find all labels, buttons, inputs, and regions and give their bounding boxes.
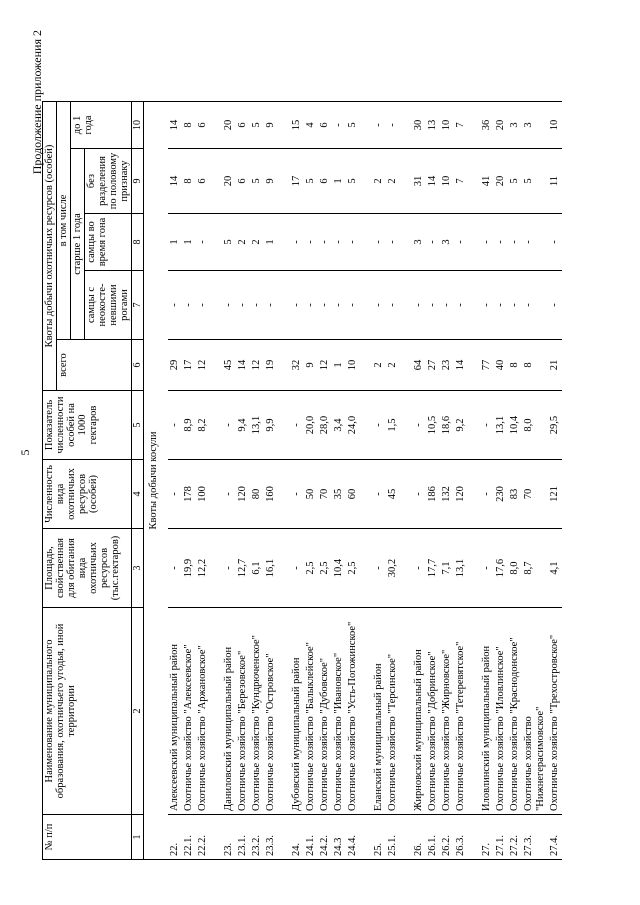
row-value-c8: -: [548, 214, 562, 271]
table-row: [222, 102, 236, 860]
column-index-cell: 8: [132, 214, 144, 271]
row-value-c5: -: [372, 391, 386, 460]
row-value-c6: 8: [508, 340, 522, 391]
row-number: 26.3.: [454, 815, 468, 860]
column-index-cell: 3: [132, 529, 144, 608]
column-index-cell: 2: [132, 608, 144, 815]
row-value-c5: 8,9: [182, 391, 196, 460]
header-males-horns: самцы с неокосте-невшими рогами: [85, 271, 132, 340]
row-value-c10: 5: [250, 102, 264, 149]
row-value-c5: 18,6: [440, 391, 454, 460]
row-value-c9: 5: [346, 149, 360, 214]
row-value-c6: 77: [480, 340, 494, 391]
table-row: [480, 102, 494, 860]
row-value-c4: 178: [182, 460, 196, 529]
header-quota: Квоты добычи охотничьих ресурсов (особей): [43, 102, 57, 391]
row-number: 23.1.: [236, 815, 250, 860]
row-value-c7: -: [454, 271, 468, 340]
row-number: 22.: [168, 815, 182, 860]
row-value-c9: 14: [426, 149, 440, 214]
row-value-c5: 29,5: [548, 391, 562, 460]
row-value-c4: 60: [346, 460, 360, 529]
header-under1: до 1 года: [71, 102, 132, 149]
row-value-c3: 2,5: [346, 529, 360, 608]
row-value-c9: 2: [372, 149, 386, 214]
row-value-c6: 8: [522, 340, 548, 391]
row-number: 24.: [290, 815, 304, 860]
row-value-c4: 132: [440, 460, 454, 529]
row-value-c8: -: [426, 214, 440, 271]
row-name: Охотничье хозяйство "Трехостровское": [548, 608, 562, 815]
row-value-c7: -: [290, 271, 304, 340]
row-value-c5: 13,1: [494, 391, 508, 460]
row-number: 27.4.: [548, 815, 562, 860]
column-index-cell: 9: [132, 149, 144, 214]
row-value-c9: 5: [250, 149, 264, 214]
row-value-c8: -: [480, 214, 494, 271]
row-value-c9: 14: [168, 149, 182, 214]
row-value-c9: 31: [412, 149, 426, 214]
table-row: [548, 102, 562, 860]
row-value-c5: 10,5: [426, 391, 440, 460]
header-num: № п/п: [43, 815, 132, 860]
row-value-c9: 7: [454, 149, 468, 214]
row-value-c4: 80: [250, 460, 264, 529]
row-name: Охотничье хозяйство "Кундрюченское": [250, 608, 264, 815]
continuation-note: Продолжение приложения 2: [30, 30, 44, 175]
row-name: Охотничье хозяйство "Дубовское": [318, 608, 332, 815]
row-value-c5: 3,4: [332, 391, 346, 460]
row-value-c6: 12: [318, 340, 332, 391]
header-area: Площадь, свойственная для обитания вида охотничьих ресурсов (тыс.гектаров): [43, 529, 132, 608]
row-value-c10: 3: [522, 102, 548, 149]
row-value-c5: 10,4: [508, 391, 522, 460]
row-value-c8: -: [454, 214, 468, 271]
row-value-c7: -: [332, 271, 346, 340]
row-value-c6: 23: [440, 340, 454, 391]
row-value-c7: -: [346, 271, 360, 340]
row-number: 27.3.: [522, 815, 548, 860]
row-value-c7: -: [196, 271, 210, 340]
row-value-c10: 10: [548, 102, 562, 149]
row-value-c6: 12: [250, 340, 264, 391]
row-value-c3: 8,7: [522, 529, 548, 608]
row-name: Охотничье хозяйство "Жирновское": [440, 608, 454, 815]
row-value-c4: -: [222, 460, 236, 529]
row-number: 26.: [412, 815, 426, 860]
row-value-c9: 5: [508, 149, 522, 214]
row-value-c7: -: [548, 271, 562, 340]
row-value-c4: 70: [522, 460, 548, 529]
row-value-c10: -: [332, 102, 346, 149]
row-value-c9: 11: [548, 149, 562, 214]
column-index-cell: 7: [132, 271, 144, 340]
row-value-c9: 5: [522, 149, 548, 214]
table-row: [168, 102, 182, 860]
row-name: Охотничье хозяйство "Аржановское": [196, 608, 210, 815]
table-row: [508, 102, 522, 860]
row-value-c3: 10,4: [332, 529, 346, 608]
table-row: [264, 102, 278, 860]
row-name: Даниловский муниципальный район: [222, 608, 236, 815]
row-name: Жирновский муниципальный район: [412, 608, 426, 815]
row-value-c10: 5: [346, 102, 360, 149]
row-number: 23.3.: [264, 815, 278, 860]
row-value-c3: 19,9: [182, 529, 196, 608]
row-number: 26.2.: [440, 815, 454, 860]
row-value-c7: -: [508, 271, 522, 340]
table-row: [440, 102, 454, 860]
table-row: [182, 102, 196, 860]
row-number: 24.4.: [346, 815, 360, 860]
row-value-c7: -: [304, 271, 318, 340]
row-value-c4: -: [412, 460, 426, 529]
row-value-c8: -: [508, 214, 522, 271]
column-index-cell: 1: [132, 815, 144, 860]
row-value-c7: -: [318, 271, 332, 340]
row-value-c4: 35: [332, 460, 346, 529]
row-value-c7: -: [480, 271, 494, 340]
row-value-c3: 30,2: [386, 529, 400, 608]
table-row: [318, 102, 332, 860]
header-older1: старше 1 года: [71, 149, 85, 340]
row-name: Охотничье хозяйство "Терсинское": [386, 608, 400, 815]
row-value-c7: -: [182, 271, 196, 340]
row-value-c5: 13,1: [250, 391, 264, 460]
row-value-c6: 21: [548, 340, 562, 391]
row-value-c6: 12: [196, 340, 210, 391]
spacer-row: [360, 102, 372, 860]
row-value-c10: 4: [304, 102, 318, 149]
row-value-c8: 5: [222, 214, 236, 271]
table-row: [290, 102, 304, 860]
row-name: Охотничье хозяйство "Островское": [264, 608, 278, 815]
column-index-cell: 6: [132, 340, 144, 391]
row-value-c5: 9,2: [454, 391, 468, 460]
table-row: [236, 102, 250, 860]
row-value-c6: 14: [454, 340, 468, 391]
row-value-c7: -: [386, 271, 400, 340]
row-value-c3: 17,7: [426, 529, 440, 608]
row-value-c7: -: [168, 271, 182, 340]
row-value-c8: 3: [440, 214, 454, 271]
row-number: 26.1.: [426, 815, 440, 860]
row-number: 24.3: [332, 815, 346, 860]
row-number: 27.2.: [508, 815, 522, 860]
row-value-c9: 20: [222, 149, 236, 214]
row-name: Охотничье хозяйство "Добринское": [426, 608, 440, 815]
row-value-c6: 64: [412, 340, 426, 391]
column-index-cell: 5: [132, 391, 144, 460]
row-value-c10: 20: [222, 102, 236, 149]
row-value-c4: -: [290, 460, 304, 529]
row-number: 23.2.: [250, 815, 264, 860]
row-value-c3: 12,2: [196, 529, 210, 608]
row-value-c3: 6,1: [250, 529, 264, 608]
row-value-c10: 10: [440, 102, 454, 149]
row-value-c3: 8,0: [508, 529, 522, 608]
row-value-c4: 70: [318, 460, 332, 529]
row-value-c3: -: [480, 529, 494, 608]
row-value-c10: 7: [454, 102, 468, 149]
row-value-c10: 6: [196, 102, 210, 149]
table-row: [250, 102, 264, 860]
table-row: [346, 102, 360, 860]
row-value-c7: -: [440, 271, 454, 340]
spacer-row: [210, 102, 222, 860]
row-value-c5: -: [168, 391, 182, 460]
row-value-c3: -: [222, 529, 236, 608]
row-name: Охотничье хозяйство "Иловлинское": [494, 608, 508, 815]
row-value-c4: 83: [508, 460, 522, 529]
row-value-c10: 6: [318, 102, 332, 149]
row-value-c6: 2: [372, 340, 386, 391]
row-value-c6: 1: [332, 340, 346, 391]
row-value-c7: -: [494, 271, 508, 340]
header-density: Показатель численности особей на 1000 гектаров: [43, 391, 132, 460]
row-value-c6: 10: [346, 340, 360, 391]
header-name: Наименование муниципального образования, охотничьего угодья, иной территории: [43, 608, 132, 815]
row-value-c6: 2: [386, 340, 400, 391]
table-row: [386, 102, 400, 860]
row-value-c7: -: [236, 271, 250, 340]
row-value-c9: 2: [386, 149, 400, 214]
row-value-c4: 120: [454, 460, 468, 529]
page-number: 5: [18, 449, 32, 456]
row-value-c4: -: [168, 460, 182, 529]
row-value-c8: -: [372, 214, 386, 271]
row-value-c8: 1: [168, 214, 182, 271]
row-value-c6: 14: [236, 340, 250, 391]
row-value-c9: 10: [440, 149, 454, 214]
row-value-c9: 9: [264, 149, 278, 214]
table-row: [426, 102, 440, 860]
row-value-c5: -: [480, 391, 494, 460]
row-value-c4: 230: [494, 460, 508, 529]
column-index-row: [132, 102, 144, 860]
row-value-c8: 3: [412, 214, 426, 271]
row-value-c8: -: [494, 214, 508, 271]
row-value-c3: 12,7: [236, 529, 250, 608]
row-name: Охотничье хозяйство "Ивановское": [332, 608, 346, 815]
row-value-c8: -: [332, 214, 346, 271]
row-value-c5: 9,4: [236, 391, 250, 460]
row-value-c5: -: [290, 391, 304, 460]
row-value-c9: 17: [290, 149, 304, 214]
row-value-c3: 4,1: [548, 529, 562, 608]
row-value-c9: 6: [196, 149, 210, 214]
row-number: 25.1.: [386, 815, 400, 860]
row-value-c3: 16,1: [264, 529, 278, 608]
row-value-c3: 7,1: [440, 529, 454, 608]
table-row: [196, 102, 210, 860]
row-value-c4: 120: [236, 460, 250, 529]
row-value-c3: -: [412, 529, 426, 608]
row-value-c4: 121: [548, 460, 562, 529]
table-row: [304, 102, 318, 860]
row-name: Охотничье хозяйство "Краснодонское": [508, 608, 522, 815]
row-value-c3: 17,6: [494, 529, 508, 608]
table-row: [454, 102, 468, 860]
row-number: 24.1.: [304, 815, 318, 860]
row-value-c6: 27: [426, 340, 440, 391]
row-value-c9: 6: [236, 149, 250, 214]
row-value-c6: 45: [222, 340, 236, 391]
column-index-cell: 4: [132, 460, 144, 529]
row-number: 27.1.: [494, 815, 508, 860]
row-value-c9: 20: [494, 149, 508, 214]
row-value-c7: -: [222, 271, 236, 340]
row-value-c3: -: [372, 529, 386, 608]
row-number: 22.1.: [182, 815, 196, 860]
row-value-c4: 160: [264, 460, 278, 529]
table-row: [522, 102, 548, 860]
row-value-c8: -: [522, 214, 548, 271]
row-value-c3: -: [290, 529, 304, 608]
row-value-c8: -: [318, 214, 332, 271]
row-value-c4: 186: [426, 460, 440, 529]
table-row: [412, 102, 426, 860]
row-value-c7: -: [372, 271, 386, 340]
row-value-c8: 2: [250, 214, 264, 271]
row-name: Дубовский муниципальный район: [290, 608, 304, 815]
row-name: Охотничье хозяйство "Балыклейское": [304, 608, 318, 815]
spacer-row: [400, 102, 412, 860]
row-value-c8: -: [386, 214, 400, 271]
row-value-c10: -: [386, 102, 400, 149]
row-value-c5: 8,2: [196, 391, 210, 460]
row-value-c10: 8: [182, 102, 196, 149]
row-value-c10: 9: [264, 102, 278, 149]
row-value-c4: 45: [386, 460, 400, 529]
row-value-c10: 13: [426, 102, 440, 149]
row-value-c5: -: [222, 391, 236, 460]
header-in-that: в том числе: [57, 102, 71, 340]
row-name: Иловлинский муниципальный район: [480, 608, 494, 815]
row-value-c5: -: [412, 391, 426, 460]
table-row: [494, 102, 508, 860]
table-row: [372, 102, 386, 860]
row-value-c8: 2: [236, 214, 250, 271]
row-value-c5: 28,0: [318, 391, 332, 460]
header-no-sex: без разделения по половому признаку: [85, 149, 132, 214]
row-value-c6: 9: [304, 340, 318, 391]
row-value-c10: 36: [480, 102, 494, 149]
row-value-c4: 50: [304, 460, 318, 529]
header-population: Численность вида охотничьих ресурсов (особей): [43, 460, 132, 529]
row-value-c9: 41: [480, 149, 494, 214]
table-row: [332, 102, 346, 860]
row-value-c8: -: [346, 214, 360, 271]
row-value-c10: 15: [290, 102, 304, 149]
spacer-row: [468, 102, 480, 860]
section-title: Квоты добычи косули: [144, 102, 169, 860]
row-value-c3: 2,5: [318, 529, 332, 608]
row-name: Охотничье хозяйство "Алексеевское": [182, 608, 196, 815]
row-name: Охотничье хозяйство "Усть-Погожинское": [346, 608, 360, 815]
row-value-c4: -: [372, 460, 386, 529]
row-value-c10: 6: [236, 102, 250, 149]
row-value-c7: -: [250, 271, 264, 340]
column-index-cell: 10: [132, 102, 144, 149]
row-value-c6: 17: [182, 340, 196, 391]
row-value-c6: 29: [168, 340, 182, 391]
row-value-c10: 14: [168, 102, 182, 149]
row-value-c3: -: [168, 529, 182, 608]
row-value-c4: 100: [196, 460, 210, 529]
row-value-c9: 5: [304, 149, 318, 214]
row-value-c9: 8: [182, 149, 196, 214]
row-value-c6: 32: [290, 340, 304, 391]
row-name: Охотничье хозяйство "Тетеревятское": [454, 608, 468, 815]
row-value-c5: 8,0: [522, 391, 548, 460]
row-name: Еланский муниципальный район: [372, 608, 386, 815]
row-value-c3: 13,1: [454, 529, 468, 608]
row-value-c7: -: [522, 271, 548, 340]
row-value-c5: 9,9: [264, 391, 278, 460]
row-value-c10: 30: [412, 102, 426, 149]
row-number: 23.: [222, 815, 236, 860]
row-value-c7: -: [412, 271, 426, 340]
row-number: 25.: [372, 815, 386, 860]
row-value-c10: -: [372, 102, 386, 149]
row-value-c8: -: [196, 214, 210, 271]
row-value-c3: 2,5: [304, 529, 318, 608]
row-value-c9: 6: [318, 149, 332, 214]
row-value-c9: 1: [332, 149, 346, 214]
row-value-c6: 19: [264, 340, 278, 391]
quota-table: [42, 101, 562, 860]
row-value-c5: 20,0: [304, 391, 318, 460]
row-number: 22.2.: [196, 815, 210, 860]
spacer-row: [278, 102, 290, 860]
row-name: Алексеевский муниципальный район: [168, 608, 182, 815]
row-number: 27.: [480, 815, 494, 860]
row-value-c10: 20: [494, 102, 508, 149]
header-total: всего: [57, 340, 132, 391]
header-males-rut: самцы во время гона: [85, 214, 132, 271]
row-value-c5: 1,5: [386, 391, 400, 460]
row-value-c8: 1: [264, 214, 278, 271]
row-value-c7: -: [264, 271, 278, 340]
row-name: Охотничье хозяйство "Нижнегерасимовское": [522, 608, 548, 815]
row-value-c8: 1: [182, 214, 196, 271]
row-number: 24.2.: [318, 815, 332, 860]
row-value-c7: -: [426, 271, 440, 340]
row-value-c6: 40: [494, 340, 508, 391]
table-body: [144, 102, 563, 860]
row-value-c8: -: [304, 214, 318, 271]
row-value-c4: -: [480, 460, 494, 529]
row-value-c10: 3: [508, 102, 522, 149]
row-value-c8: -: [290, 214, 304, 271]
row-name: Охотничье хозяйство "Березовское": [236, 608, 250, 815]
row-value-c5: 24,0: [346, 391, 360, 460]
